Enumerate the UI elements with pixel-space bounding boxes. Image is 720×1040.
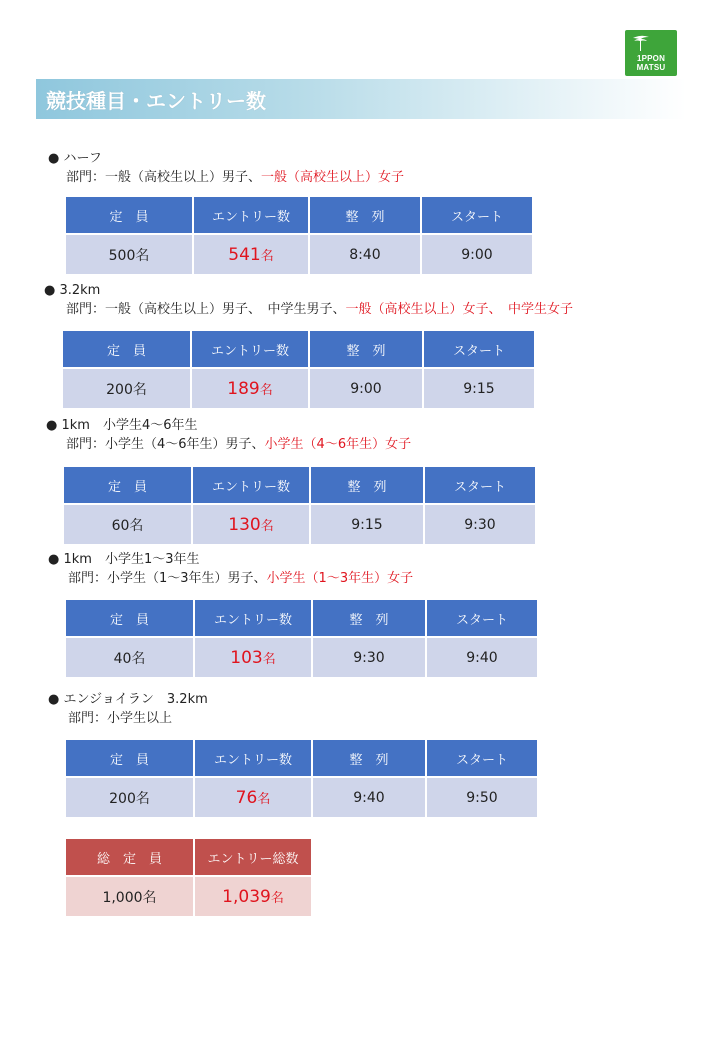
event-heading (46, 418, 198, 434)
total-entries-number: 1,039 (222, 886, 271, 907)
bullet-icon: ● (48, 692, 60, 707)
event-division (68, 711, 172, 727)
header-entries: エントリー数 (193, 467, 309, 503)
header-line-up: 整 列 (313, 740, 425, 776)
event-table (64, 195, 534, 276)
entries-unit: 名 (260, 248, 274, 264)
capacity-value: 60名 (64, 505, 191, 544)
event-division (66, 437, 411, 453)
entries-value (195, 638, 311, 677)
division-female-text: 小学生（4～6年生）女子 (264, 437, 412, 452)
entries-value (195, 778, 311, 817)
event-heading (48, 692, 208, 708)
header-start: スタート (424, 331, 534, 367)
division-text: 部門：小学生（4～6年生）男子、 (66, 437, 265, 452)
logo-line2: MATSU (636, 63, 666, 72)
line-up-time: 9:40 (313, 778, 425, 817)
header-line-up: 整 列 (311, 467, 423, 503)
event-heading (44, 283, 100, 299)
division-text: 部門：小学生（1～3年生）男子、 (68, 571, 267, 586)
division-female-text: 小学生（1～3年生）女子 (266, 571, 414, 586)
division-text: 部門：小学生以上 (68, 711, 173, 726)
entries-unit: 名 (259, 382, 273, 398)
header-start: スタート (427, 740, 537, 776)
header-start: スタート (427, 600, 537, 636)
division-text: 部門：一般（高校生以上）男子、 (66, 170, 262, 185)
capacity-value: 500名 (66, 235, 192, 274)
bullet-icon: ● (48, 151, 60, 166)
entries-value (193, 505, 309, 544)
entries-number: 103 (230, 647, 263, 668)
event-name: ハーフ (63, 151, 102, 166)
header-line-up: 整 列 (310, 197, 420, 233)
bullet-icon: ● (44, 283, 56, 298)
bullet-icon: ● (46, 418, 58, 433)
bullet-icon: ● (48, 552, 60, 567)
header-start: スタート (422, 197, 532, 233)
header-line-up: 整 列 (310, 331, 422, 367)
event-table (62, 465, 537, 546)
header-entries: エントリー数 (192, 331, 308, 367)
line-up-time: 9:00 (310, 369, 422, 408)
line-up-time: 9:15 (311, 505, 423, 544)
event-heading (48, 151, 102, 167)
event-table (64, 598, 539, 679)
start-time: 9:50 (427, 778, 537, 817)
ipponmatsu-logo (625, 30, 677, 76)
entries-unit: 名 (262, 651, 276, 667)
event-name: 1km 小学生4～6年生 (61, 418, 198, 433)
line-up-time: 8:40 (310, 235, 420, 274)
division-female-text: 一般（高校生以上）女子 (261, 170, 405, 185)
start-time: 9:15 (424, 369, 534, 408)
event-name: 1km 小学生1～3年生 (63, 552, 200, 567)
page-title: 競技種目・エントリー数 (46, 89, 266, 113)
total-entries-value (195, 877, 311, 916)
event-table (64, 738, 539, 819)
header-capacity: 定 員 (66, 740, 193, 776)
capacity-value: 40名 (66, 638, 193, 677)
capacity-value: 200名 (66, 778, 193, 817)
entries-number: 189 (227, 378, 260, 399)
start-time: 9:30 (425, 505, 535, 544)
header-entries: エントリー数 (195, 740, 311, 776)
entries-value (192, 369, 308, 408)
start-time: 9:00 (422, 235, 532, 274)
logo-line1: 1PPON (636, 54, 666, 63)
header-total-capacity: 総 定 員 (66, 839, 193, 875)
entries-number: 76 (235, 787, 258, 808)
event-table (61, 329, 536, 410)
division-text: 部門：一般（高校生以上）男子、 中学生男子、 (66, 302, 346, 317)
event-name: 3.2km (59, 283, 101, 298)
header-capacity: 定 員 (64, 467, 191, 503)
event-division (68, 571, 413, 587)
entries-unit: 名 (260, 518, 274, 534)
pine-tree-icon (631, 32, 651, 52)
header-capacity: 定 員 (63, 331, 190, 367)
header-total-entries: エントリー総数 (195, 839, 311, 875)
event-division (66, 170, 404, 186)
header-start: スタート (425, 467, 535, 503)
header-capacity: 定 員 (66, 600, 193, 636)
event-division (66, 302, 573, 318)
event-name: エンジョイラン 3.2km (63, 692, 208, 707)
entries-value (194, 235, 308, 274)
header-entries: エントリー数 (194, 197, 308, 233)
entries-number: 541 (228, 244, 261, 265)
total-entries-unit: 名 (270, 890, 284, 906)
event-heading (48, 552, 200, 568)
total-capacity-value: 1,000名 (66, 877, 193, 916)
header-capacity: 定 員 (66, 197, 192, 233)
capacity-value: 200名 (63, 369, 190, 408)
totals-table (64, 837, 313, 918)
header-entries: エントリー数 (195, 600, 311, 636)
title-banner (36, 79, 686, 119)
division-female-text: 一般（高校生以上）女子、 中学生女子 (345, 302, 574, 317)
entries-unit: 名 (257, 791, 271, 807)
entries-number: 130 (228, 514, 261, 535)
line-up-time: 9:30 (313, 638, 425, 677)
header-line-up: 整 列 (313, 600, 425, 636)
start-time: 9:40 (427, 638, 537, 677)
